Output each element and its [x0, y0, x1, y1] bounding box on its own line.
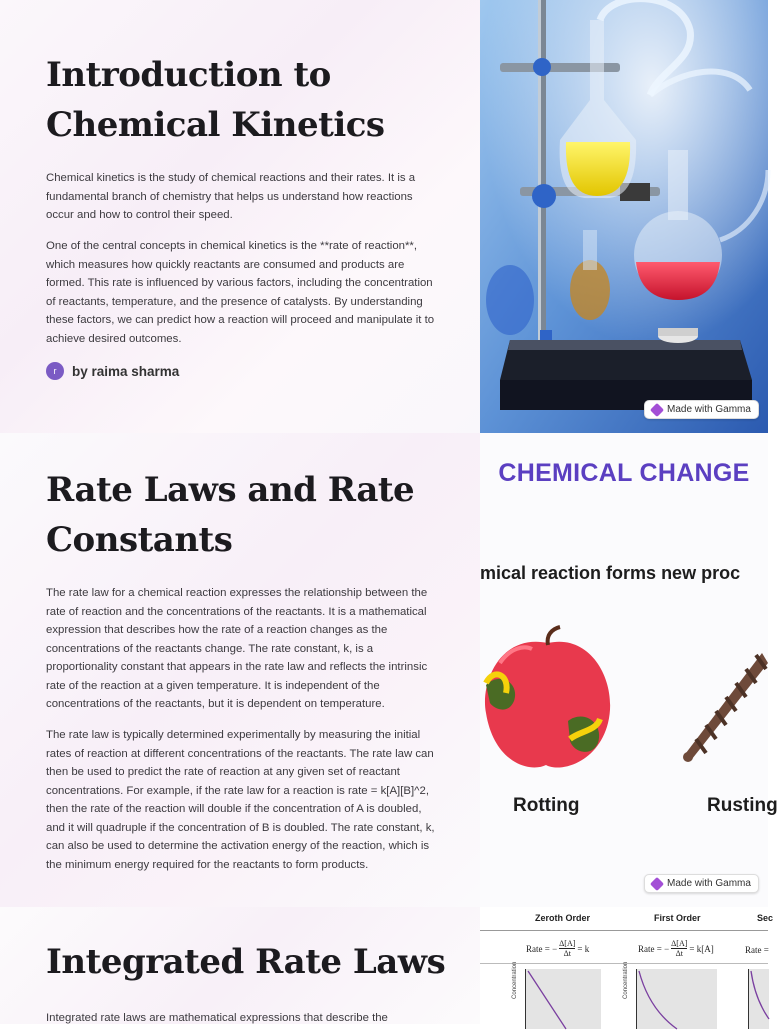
avatar: r — [46, 362, 64, 380]
reaction-orders-image — [480, 907, 774, 1024]
gamma-logo-icon — [650, 876, 664, 890]
gamma-logo-icon — [650, 402, 664, 416]
lab-illustration — [480, 0, 768, 433]
section-rate-laws — [0, 433, 480, 907]
made-with-gamma-badge[interactable]: Made with Gamma — [644, 400, 759, 419]
lab-equipment-image — [480, 0, 768, 433]
image-heading: CHEMICAL CHANGE — [498, 459, 750, 487]
section-title: Introduction to Chemical Kinetics — [46, 55, 385, 145]
section-title: Integrated Rate Laws — [46, 942, 446, 982]
apple-illustration — [485, 627, 610, 768]
paragraph: The rate law for a chemical reaction expresses the relationship between the rate of reaction and the concentrations of the reactants. It is a mathematical expression that describes how the rate of a reaction changes as the concentrations of the reactants change. The rate constant, k, is a proportionality constant that appears in the rate law and reflects the intrinsic rate of the reaction at a given temperature. It is independent of the concentrations of the reactants, but it is dependent on temperature. — [46, 587, 428, 710]
rate-eq-second: Rate = — [745, 945, 769, 955]
paragraph: Chemical kinetics is the study of chemical reactions and their rates. It is a fundamental branch of chemistry that helps us understand how reactions occur and how to control their speed. — [46, 172, 416, 221]
section-title: Rate Laws and Rate Constants — [46, 470, 415, 560]
paragraph: Integrated rate laws are mathematical expressions that describe the — [46, 1012, 388, 1024]
author-name: by raima sharma — [72, 363, 180, 379]
graph-zeroth: Concentration — [525, 969, 601, 1029]
paragraph: One of the central concepts in chemical kinetics is the **rate of reaction**, which measures how quickly reactants are consumed and products are formed. This rate is influenced by various factors, including the concentration of reactants, temperature, and the presence of catalysts. By understanding these factors, we can predict how a reaction will proceed and manipulate it to achieve desired outcomes. — [46, 240, 435, 345]
graph-first: Concentration — [636, 969, 717, 1029]
paragraph: The rate law is typically determined experimentally by measuring the initial rates of reaction at different concentrations of the reactants. The rate law can then be used to predict the rate of reaction at any given set of reactant concentrations. For example, if the rate law for a reaction is rate = k[A][B]^2, then the rate of the reaction will double if the concentration of A is doubled, and it will quadruple if the concentration of B is doubled. The rate constant, k, can also be used to determine the activation energy of the reaction, which is the minimum energy required for the reactants to form products. — [46, 729, 435, 871]
graph-second — [748, 969, 769, 1029]
section-introduction — [0, 0, 480, 433]
column-first-order: First Order — [654, 913, 701, 923]
rusty-screw-illustration — [683, 653, 768, 762]
made-with-gamma-badge[interactable]: Made with Gamma — [644, 874, 759, 893]
caption-rotting: Rotting — [513, 795, 580, 816]
section-integrated-rate-laws — [0, 907, 480, 1024]
column-second-order: Sec — [757, 913, 774, 923]
author-byline[interactable] — [46, 362, 179, 380]
rate-eq-zeroth: Rate = − $\frac{\Delta[A]}{\Delta t}$ = k — [526, 939, 590, 958]
chemical-change-image — [480, 433, 778, 907]
caption-rusting: Rusting — [707, 795, 778, 816]
column-zeroth-order: Zeroth Order — [535, 913, 591, 923]
illustration — [480, 623, 768, 823]
rate-eq-first: Rate = − $\frac{\Delta[A]}{\Delta t}$ = k[A] — [638, 939, 714, 958]
image-subheading: mical reaction forms new proc — [480, 563, 741, 583]
